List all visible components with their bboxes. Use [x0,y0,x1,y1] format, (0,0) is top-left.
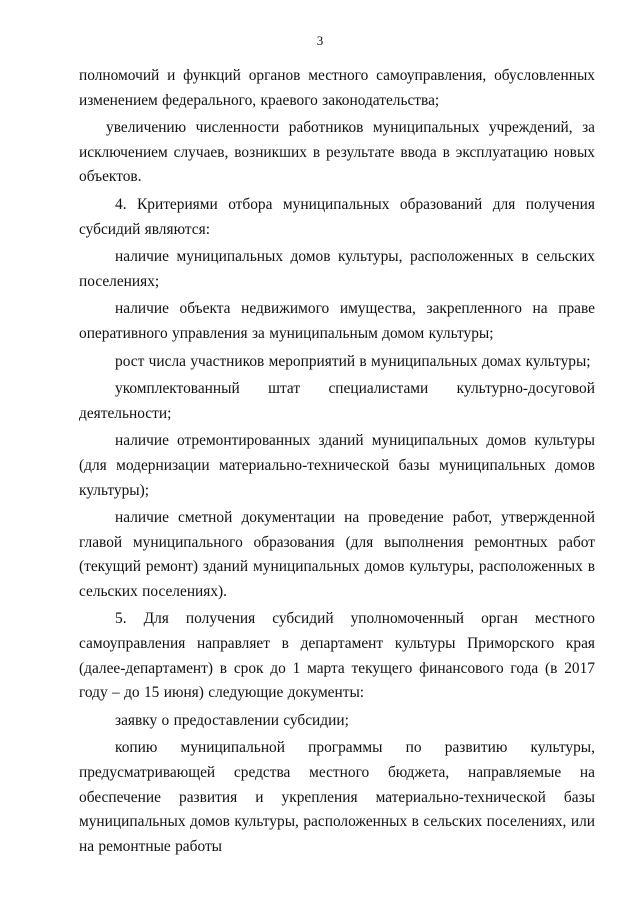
paragraph-criterion-participants: рост числа участников мероприятий в муниципальных домах культуры; [115,352,591,370]
paragraph-criterion-culture-houses: наличие муниципальных домов культуры, расположенных в сельских поселениях; [79,248,595,290]
paragraph-required-documents: 5. Для получения субсидий уполномоченный орган местного самоуправления направляет в департамент культуры Приморского края (далее-департамент) в срок до 1 марта текущего финансового года (в 2017 году – до 15 июня) следующие документы: [79,610,595,702]
paragraph-criterion-renovated-buildings: наличие отремонтированных зданий муниципальных домов культуры (для модернизации материально-технической базы муниципальных домов культуры); [79,432,595,499]
paragraph-selection-criteria: 4. Критериями отбора муниципальных образований для получения субсидий являются: [79,195,595,238]
paragraph-criterion-staff: укомплектованный штат специалистами культурно-досуговой деятельности; [79,380,595,422]
paragraph-powers-functions: полномочий и функций органов местного самоуправления, обусловленных изменением федерального, краевого законодательства; [79,67,595,109]
paragraph-subsidy-application: заявку о предоставлении субсидии; [115,711,349,729]
paragraph-criterion-estimate-docs: наличие сметной документации на проведение работ, утвержденной главой муниципального образования (для выполнения ремонтных работ (текущий ремонт) зданий муниципальных домов культуры, расположенных в сельских поселениях). [79,509,595,600]
paragraph-staff-increase: увеличению численности работников муниципальных учреждений, за исключением случаев, возникших в результате ввода в эксплуатацию новых объектов. [79,119,595,186]
page-number: 3 [316,33,324,48]
paragraph-program-copy: копию муниципальной программы по развитию культуры, предусматривающей средства местного бюджета, направляемые на обеспечение развития и укрепления материально-технической базы муниципальных домов культуры, расположенных в сельских поселениях, или на ремонтные работы [79,739,595,855]
paragraph-criterion-real-estate: наличие объекта недвижимого имущества, закрепленного на праве оперативного управления за муниципальным домом культуры; [79,300,595,342]
document-body [79,64,595,859]
